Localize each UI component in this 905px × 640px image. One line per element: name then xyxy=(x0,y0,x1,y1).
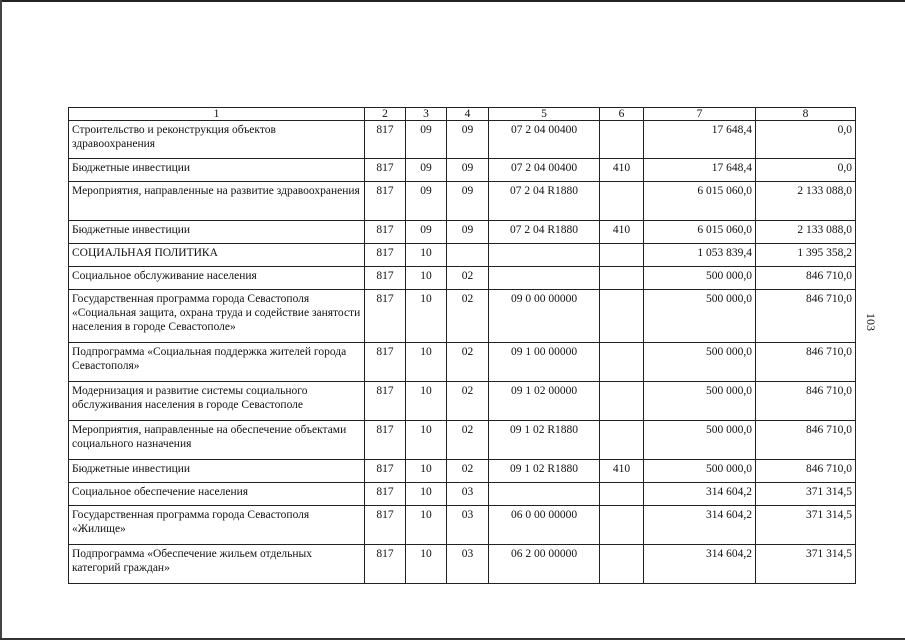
cell-amount-7: 314 604,2 xyxy=(644,483,756,506)
cell-expense-type: 410 xyxy=(600,221,644,244)
cell-amount-7: 500 000,0 xyxy=(644,460,756,483)
cell-subsection: 03 xyxy=(447,483,489,506)
cell-amount-7: 500 000,0 xyxy=(644,343,756,382)
cell-admin-code: 817 xyxy=(365,506,406,545)
cell-amount-8: 0,0 xyxy=(756,159,856,182)
cell-subsection: 02 xyxy=(447,421,489,460)
cell-amount-7: 17 648,4 xyxy=(644,159,756,182)
cell-section: 10 xyxy=(406,545,447,584)
cell-target-code: 06 2 00 00000 xyxy=(489,545,600,584)
cell-admin-code: 817 xyxy=(365,244,406,267)
row-name: Социальное обеспечение населения xyxy=(69,483,365,506)
cell-amount-8: 846 710,0 xyxy=(756,421,856,460)
cell-target-code: 06 0 00 00000 xyxy=(489,506,600,545)
cell-amount-8: 371 314,5 xyxy=(756,506,856,545)
cell-section: 09 xyxy=(406,182,447,221)
cell-amount-8: 371 314,5 xyxy=(756,545,856,584)
cell-amount-8: 1 395 358,2 xyxy=(756,244,856,267)
cell-target-code xyxy=(489,483,600,506)
cell-target-code xyxy=(489,244,600,267)
cell-amount-7: 1 053 839,4 xyxy=(644,244,756,267)
cell-admin-code: 817 xyxy=(365,545,406,584)
cell-amount-7: 500 000,0 xyxy=(644,267,756,290)
cell-expense-type xyxy=(600,267,644,290)
cell-subsection: 03 xyxy=(447,545,489,584)
row-name: Подпрограмма «Обеспечение жильем отдельных категорий граждан» xyxy=(69,545,365,584)
table-row xyxy=(69,182,856,221)
row-name: Бюджетные инвестиции xyxy=(69,460,365,483)
cell-section: 10 xyxy=(406,244,447,267)
row-name: СОЦИАЛЬНАЯ ПОЛИТИКА xyxy=(69,244,365,267)
cell-section: 09 xyxy=(406,221,447,244)
table-row xyxy=(69,244,856,267)
cell-amount-7: 500 000,0 xyxy=(644,421,756,460)
row-name: Мероприятия, направленные на развитие здравоохранения xyxy=(69,182,365,221)
page-number: 103 xyxy=(864,313,878,331)
cell-section: 10 xyxy=(406,483,447,506)
table-row xyxy=(69,382,856,421)
cell-target-code xyxy=(489,267,600,290)
table-row xyxy=(69,460,856,483)
cell-amount-8: 846 710,0 xyxy=(756,460,856,483)
row-name: Бюджетные инвестиции xyxy=(69,221,365,244)
cell-subsection: 02 xyxy=(447,343,489,382)
row-name: Мероприятия, направленные на обеспечение объектами социального назначения xyxy=(69,421,365,460)
cell-amount-8: 846 710,0 xyxy=(756,382,856,421)
cell-expense-type xyxy=(600,483,644,506)
cell-amount-8: 2 133 088,0 xyxy=(756,182,856,221)
cell-subsection: 03 xyxy=(447,506,489,545)
row-name: Государственная программа города Севастополя «Жилище» xyxy=(69,506,365,545)
cell-amount-8: 846 710,0 xyxy=(756,343,856,382)
cell-admin-code: 817 xyxy=(365,290,406,343)
cell-amount-7: 314 604,2 xyxy=(644,506,756,545)
cell-admin-code: 817 xyxy=(365,421,406,460)
row-name: Подпрограмма «Социальная поддержка жителей города Севастополя» xyxy=(69,343,365,382)
row-name: Социальное обслуживание населения xyxy=(69,267,365,290)
cell-section: 10 xyxy=(406,506,447,545)
scan-edge-top xyxy=(0,0,905,2)
cell-target-code: 07 2 04 00400 xyxy=(489,159,600,182)
cell-section: 10 xyxy=(406,267,447,290)
cell-admin-code: 817 xyxy=(365,343,406,382)
cell-expense-type xyxy=(600,382,644,421)
cell-section: 09 xyxy=(406,121,447,159)
header-cell: 6 xyxy=(600,108,644,121)
cell-admin-code: 817 xyxy=(365,460,406,483)
table-row xyxy=(69,121,856,159)
cell-subsection: 02 xyxy=(447,382,489,421)
row-name: Бюджетные инвестиции xyxy=(69,159,365,182)
cell-target-code: 09 0 00 00000 xyxy=(489,290,600,343)
cell-target-code: 09 1 02 R1880 xyxy=(489,421,600,460)
table-row xyxy=(69,267,856,290)
budget-table xyxy=(68,107,856,584)
cell-amount-7: 17 648,4 xyxy=(644,121,756,159)
table-row xyxy=(69,483,856,506)
cell-expense-type: 410 xyxy=(600,460,644,483)
table-row xyxy=(69,421,856,460)
cell-section: 10 xyxy=(406,460,447,483)
cell-expense-type xyxy=(600,421,644,460)
table-header-row xyxy=(69,108,856,121)
row-name: Государственная программа города Севастополя «Социальная защита, охрана труда и содействие занятости населения в городе Севастополе» xyxy=(69,290,365,343)
header-cell: 1 xyxy=(69,108,365,121)
table-row xyxy=(69,506,856,545)
cell-expense-type xyxy=(600,244,644,267)
cell-admin-code: 817 xyxy=(365,267,406,290)
table-row xyxy=(69,343,856,382)
table-row xyxy=(69,159,856,182)
cell-expense-type xyxy=(600,182,644,221)
header-cell: 5 xyxy=(489,108,600,121)
cell-admin-code: 817 xyxy=(365,159,406,182)
header-cell: 8 xyxy=(756,108,856,121)
header-cell: 2 xyxy=(365,108,406,121)
cell-section: 09 xyxy=(406,159,447,182)
cell-admin-code: 817 xyxy=(365,382,406,421)
cell-target-code: 07 2 04 00400 xyxy=(489,121,600,159)
cell-subsection xyxy=(447,244,489,267)
cell-admin-code: 817 xyxy=(365,182,406,221)
cell-subsection: 02 xyxy=(447,290,489,343)
header-cell: 7 xyxy=(644,108,756,121)
cell-target-code: 07 2 04 R1880 xyxy=(489,182,600,221)
cell-amount-8: 846 710,0 xyxy=(756,267,856,290)
cell-expense-type xyxy=(600,545,644,584)
cell-subsection: 09 xyxy=(447,182,489,221)
cell-amount-7: 6 015 060,0 xyxy=(644,221,756,244)
table-row xyxy=(69,290,856,343)
cell-amount-7: 500 000,0 xyxy=(644,382,756,421)
cell-subsection: 02 xyxy=(447,267,489,290)
cell-section: 10 xyxy=(406,421,447,460)
cell-target-code: 07 2 04 R1880 xyxy=(489,221,600,244)
cell-subsection: 09 xyxy=(447,159,489,182)
cell-amount-8: 0,0 xyxy=(756,121,856,159)
cell-section: 10 xyxy=(406,343,447,382)
header-cell: 4 xyxy=(447,108,489,121)
cell-amount-8: 846 710,0 xyxy=(756,290,856,343)
cell-section: 10 xyxy=(406,290,447,343)
cell-admin-code: 817 xyxy=(365,483,406,506)
cell-expense-type xyxy=(600,506,644,545)
table-row xyxy=(69,221,856,244)
cell-target-code: 09 1 02 00000 xyxy=(489,382,600,421)
cell-target-code: 09 1 00 00000 xyxy=(489,343,600,382)
cell-amount-7: 500 000,0 xyxy=(644,290,756,343)
scan-edge-left xyxy=(0,0,2,640)
row-name: Модернизация и развитие системы социального обслуживания населения в городе Севастополе xyxy=(69,382,365,421)
cell-subsection: 09 xyxy=(447,121,489,159)
cell-amount-8: 371 314,5 xyxy=(756,483,856,506)
cell-admin-code: 817 xyxy=(365,221,406,244)
header-cell: 3 xyxy=(406,108,447,121)
cell-amount-8: 2 133 088,0 xyxy=(756,221,856,244)
cell-expense-type xyxy=(600,343,644,382)
cell-amount-7: 314 604,2 xyxy=(644,545,756,584)
cell-expense-type xyxy=(600,290,644,343)
cell-expense-type xyxy=(600,121,644,159)
cell-target-code: 09 1 02 R1880 xyxy=(489,460,600,483)
cell-expense-type: 410 xyxy=(600,159,644,182)
row-name: Строительство и реконструкция объектов здравоохранения xyxy=(69,121,365,159)
cell-amount-7: 6 015 060,0 xyxy=(644,182,756,221)
cell-admin-code: 817 xyxy=(365,121,406,159)
cell-subsection: 09 xyxy=(447,221,489,244)
table-row xyxy=(69,545,856,584)
cell-section: 10 xyxy=(406,382,447,421)
cell-subsection: 02 xyxy=(447,460,489,483)
